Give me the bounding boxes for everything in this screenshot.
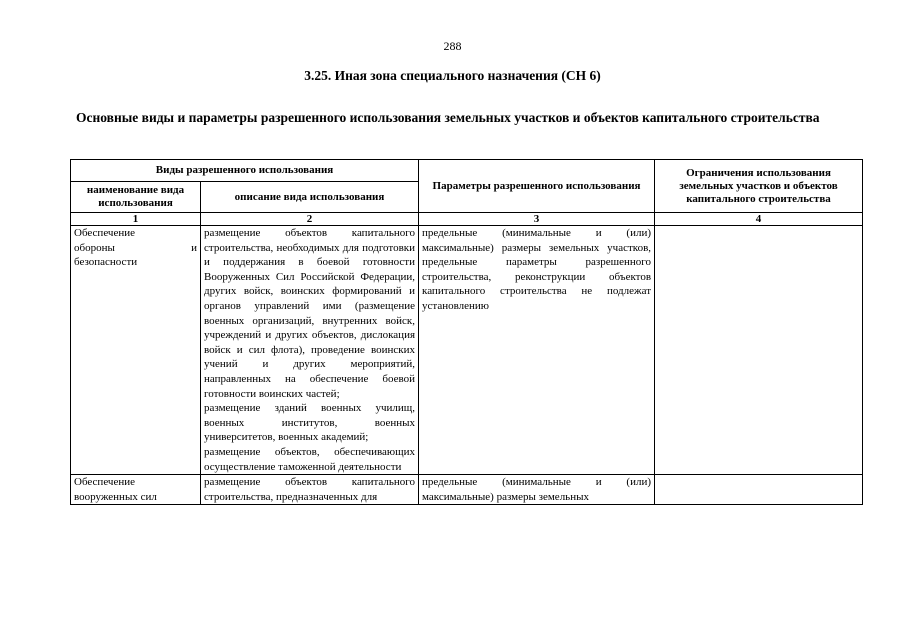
column-number-2: 2 — [201, 213, 419, 226]
header-use-name: наименование вида использования — [71, 182, 201, 213]
use-name-cell — [71, 226, 201, 475]
header-restrictions: Ограничения использования земельных участков и объектов капитального строительства — [655, 160, 863, 213]
header-use-description: описание вида использования — [201, 182, 419, 213]
parameters-cell: предельные (минимальные и (или) максимальные) размеры земельных — [419, 475, 655, 505]
table-subtitle: Основные виды и параметры разрешенного использования земельных участков и объектов капитального строительства — [76, 110, 820, 125]
column-number-4: 4 — [655, 213, 863, 226]
parameters-cell: предельные (минимальные и (или) максимальные) размеры земельных участков, предельные параметры разрешенного строительства, реконструкции объектов капитального строительства не подлежат установлению — [419, 226, 655, 475]
header-permitted-use-types: Виды разрешенного использования — [71, 160, 419, 182]
table-row — [71, 475, 863, 505]
header-parameters: Параметры разрешенного использования — [419, 160, 655, 213]
column-number-3: 3 — [419, 213, 655, 226]
regulations-table — [70, 159, 863, 505]
use-name-cell: Обеспечение вооруженных сил — [71, 475, 201, 505]
restrictions-cell — [655, 226, 863, 475]
restrictions-cell — [655, 475, 863, 505]
use-name: Обеспечение обороны и безопасности — [74, 227, 197, 269]
page-number: 288 — [443, 39, 462, 53]
column-number-1: 1 — [71, 213, 201, 226]
use-description-cell: размещение объектов капитального строительства, необходимых для подготовки и поддержания в боевой готовности Вооруженных Сил Российской Федерации, других войск, воинских формирований и органов управлений ими (размещение военных организаций, внутренних войск, учреждений и других объектов, дислокация войск и сил флота), проведение воинских учений и других мероприятий, направленных на обеспечение боевой готовности воинских частей; размещение зданий военных училищ, военных институтов, военных университетов, военных академий; размещение объектов, обеспечивающих осуществление таможенной деятельности — [201, 226, 419, 475]
table-row — [71, 226, 863, 475]
section-title: 3.25. Иная зона специального назначения (СН 6) — [304, 68, 601, 83]
use-description-cell: размещение объектов капитального строительства, предназначенных для — [201, 475, 419, 505]
